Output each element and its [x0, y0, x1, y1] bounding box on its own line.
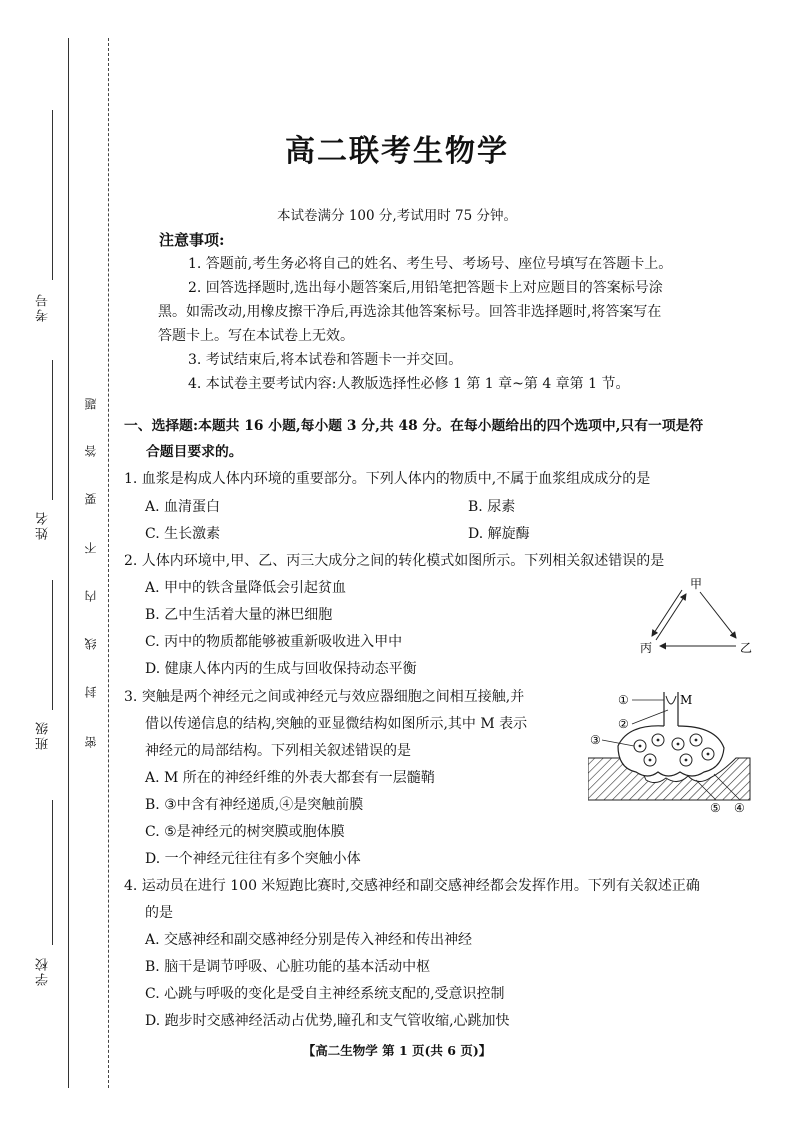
q3-option-d: D. 一个神经元往往有多个突触小体 [145, 851, 361, 867]
side-label-xuexiao: 学校 [36, 956, 51, 986]
page-title: 高二联考生物学 [285, 134, 509, 169]
arrow-bing-to-jia [656, 594, 686, 640]
notice-line: 3. 考试结束后,将本试卷和答题卡一并交回。 [188, 352, 463, 368]
q1-option-c: C. 生长激素 [145, 526, 221, 542]
q2-option-c: C. 丙中的物质都能够被重新吸收进入甲中 [145, 634, 403, 650]
notice-line: 1. 答题前,考生务必将自己的姓名、考生号、考场号、座位号填写在答题卡上。 [188, 256, 673, 272]
q1-option-a: A. 血清蛋白 [145, 499, 221, 515]
q4-stem-line2: 的是 [145, 905, 173, 921]
notice-line: 答题卡上。写在本试卷上无效。 [158, 328, 354, 344]
fig-label-m: M [680, 693, 693, 707]
seal-char: 题 [84, 398, 98, 410]
page-footer: 【高二生物学 第 1 页(共 6 页)】 [302, 1043, 492, 1058]
side-field-xingming [52, 360, 53, 500]
page-subtitle: 本试卷满分 100 分,考试用时 75 分钟。 [277, 208, 517, 224]
seal-char: 密 [84, 736, 98, 748]
q4-option-d: D. 跑步时交感神经活动占优势,瞳孔和支气管收缩,心跳加快 [145, 1013, 510, 1029]
notice-line: 黑。如需改动,用橡皮擦干净后,再选涂其他答案标号。回答非选择题时,将答案写在 [158, 304, 662, 320]
q3-option-a: A. M 所在的神经纤维的外表大都套有一层髓鞘 [145, 770, 435, 786]
fig-label-4: ④ [734, 801, 745, 815]
side-label-banji: 班级 [36, 720, 51, 750]
seal-char: 答 [84, 445, 98, 457]
q2-option-b: B. 乙中生活着大量的淋巴细胞 [145, 607, 333, 623]
q3-stem-line3: 神经元的局部结构。下列相关叙述错误的是 [145, 743, 411, 759]
q4-option-b: B. 脑干是调节呼吸、心脏功能的基本活动中枢 [145, 959, 431, 975]
q1-stem: 1. 血浆是构成人体内环境的重要部分。下列人体内的物质中,不属于血浆组成成分的是 [124, 471, 651, 487]
arrow-jia-to-yi [700, 592, 736, 638]
fig-label-5: ⑤ [710, 801, 721, 815]
q4-stem-line1: 4. 运动员在进行 100 米短跑比赛时,交感神经和副交感神经都会发挥作用。下列有关叙述正确 [124, 878, 700, 894]
q2-option-d: D. 健康人体内丙的生成与回收保持动态平衡 [145, 661, 417, 677]
fig-label-2: ② [618, 717, 629, 731]
seal-char: 要 [84, 493, 98, 505]
q4-option-a: A. 交感神经和副交感神经分别是传入神经和传出神经 [145, 932, 473, 948]
q2-stem: 2. 人体内环境中,甲、乙、丙三大成分之间的转化模式如图所示。下列相关叙述错误的是 [124, 553, 665, 569]
q1-option-b: B. 尿素 [468, 499, 516, 515]
fig-label-bing: 丙 [640, 641, 653, 655]
q1-option-d: D. 解旋酶 [468, 526, 530, 542]
notice-line: 4. 本试卷主要考试内容:人教版选择性必修 1 第 1 章~第 4 章第 1 节。 [188, 376, 630, 392]
q3-option-c: C. ⑤是神经元的树突膜或胞体膜 [145, 824, 345, 840]
mitochondrion-shape [666, 696, 676, 704]
section-heading: 一、选择题:本题共 16 小题,每小题 3 分,共 48 分。在每小题给出的四个选项中,只有一项是符 [124, 418, 704, 434]
seal-char: 不 [84, 542, 98, 554]
side-field-xuexiao [52, 800, 53, 945]
q3-synapse-figure [588, 688, 753, 816]
side-label-kaohao: 考号 [36, 292, 51, 322]
fig-label-yi: 乙 [740, 641, 753, 655]
notice-line: 2. 回答选择题时,选出每小题答案后,用铅笔把答题卡上对应题目的答案标号涂 [188, 280, 663, 296]
side-field-banji [52, 580, 53, 710]
fig-label-jia: 甲 [690, 577, 703, 591]
seal-char: 内 [84, 590, 98, 602]
seal-char: 封 [84, 686, 98, 698]
presynaptic-knob [618, 726, 724, 776]
notice-heading: 注意事项: [159, 231, 225, 249]
fig-label-1: ① [618, 693, 629, 707]
seal-char: 线 [84, 638, 98, 650]
q3-stem-line2: 借以传递信息的结构,突触的亚显微结构如图所示,其中 M 表示 [145, 716, 528, 732]
q2-option-a: A. 甲中的铁含量降低会引起贫血 [145, 580, 347, 596]
arrow-jia-to-bing [652, 590, 682, 636]
q3-option-b: B. ③中含有神经递质,④是突触前膜 [145, 797, 364, 813]
q4-option-c: C. 心跳与呼吸的变化是受自主神经系统支配的,受意识控制 [145, 986, 505, 1002]
binding-line-solid [68, 38, 69, 1088]
q3-stem-line1: 3. 突触是两个神经元之间或神经元与效应器细胞之间相互接触,并 [124, 689, 525, 705]
section-heading-cont: 合题目要求的。 [146, 444, 243, 460]
q2-triangle-figure [632, 576, 762, 656]
fig-label-3: ③ [590, 733, 601, 747]
side-label-xingming: 姓名 [36, 510, 51, 540]
binding-line-dashed [108, 38, 109, 1088]
